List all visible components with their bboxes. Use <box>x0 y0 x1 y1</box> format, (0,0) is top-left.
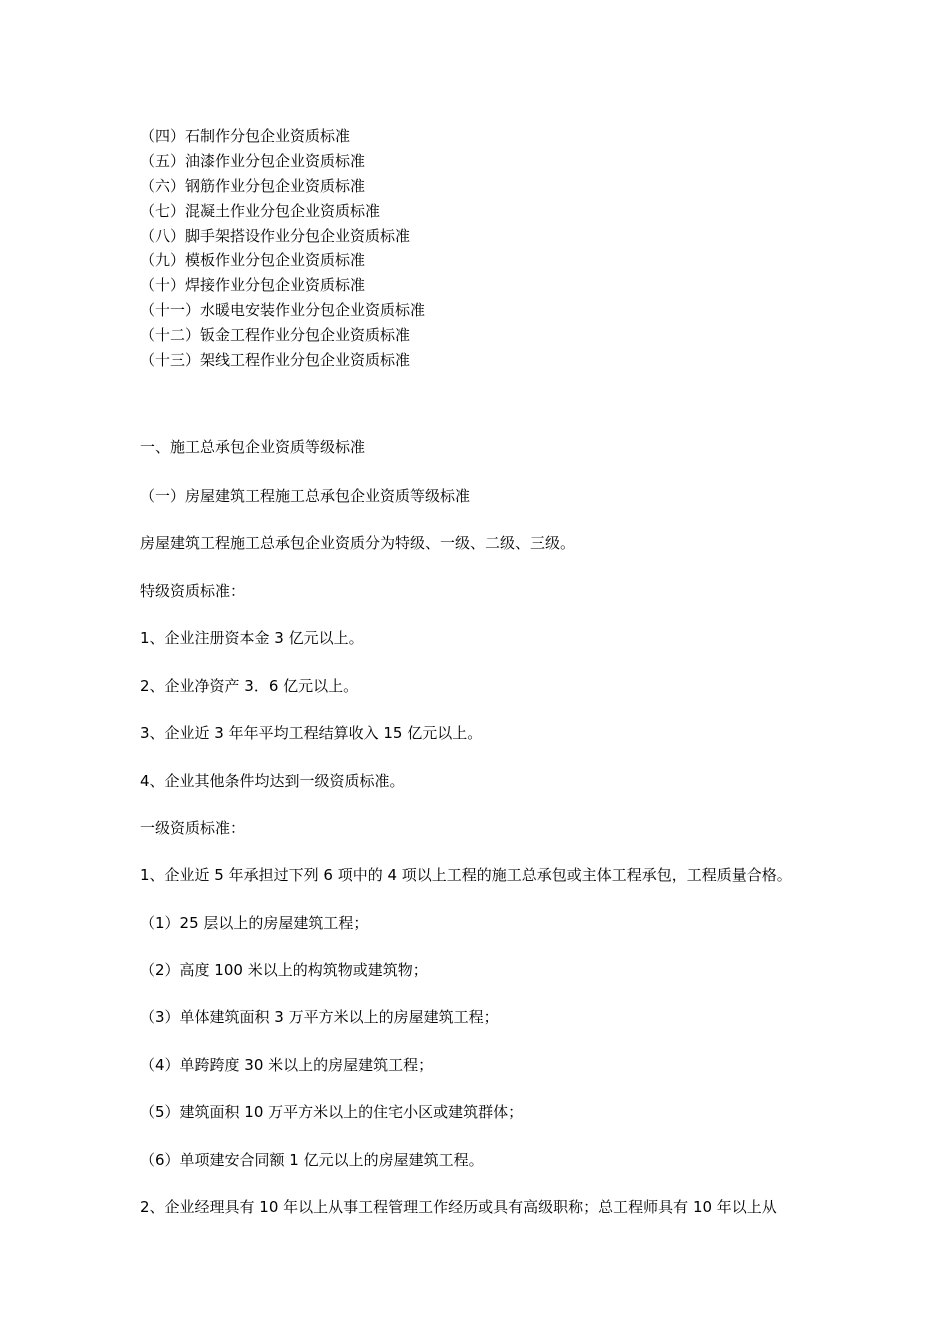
paragraph: （1）25 层以上的房屋建筑工程； <box>140 914 369 932</box>
paragraph: （4）单跨跨度 30 米以上的房屋建筑工程； <box>140 1056 434 1074</box>
toc-item: （四）石制作分包企业资质标准 <box>140 127 351 145</box>
paragraph: （2）高度 100 米以上的构筑物或建筑物； <box>140 961 428 979</box>
paragraph: 2、企业净资产 3．6 亿元以上。 <box>140 677 359 695</box>
subsection-heading: （一）房屋建筑工程施工总承包企业资质等级标准 <box>140 487 471 505</box>
paragraph: 一级资质标准： <box>140 819 246 837</box>
toc-item: （十三）架线工程作业分包企业资质标准 <box>140 351 411 370</box>
paragraph: 4、企业其他条件均达到一级资质标准。 <box>140 772 405 790</box>
toc-item: （十一）水暖电安装作业分包企业资质标准 <box>140 301 426 320</box>
toc-item: （十）焊接作业分包企业资质标准 <box>140 276 366 295</box>
paragraph: （5）建筑面积 10 万平方米以上的住宅小区或建筑群体； <box>140 1103 524 1121</box>
paragraph: 3、企业近 3 年年平均工程结算收入 15 亿元以上。 <box>140 724 483 742</box>
paragraph: 1、企业近 5 年承担过下列 6 项中的 4 项以上工程的施工总承包或主体工程承包，工程质量合格。 <box>140 866 792 884</box>
toc-item: （七）混凝土作业分包企业资质标准 <box>140 201 381 220</box>
section-heading: 一、施工总承包企业资质等级标准 <box>140 438 366 456</box>
toc-item: （十二）钣金工程作业分包企业资质标准 <box>140 326 411 345</box>
table-of-contents <box>140 124 860 373</box>
toc-item: （八）脚手架搭设作业分包企业资质标准 <box>140 226 411 245</box>
paragraph: 房屋建筑工程施工总承包企业资质分为特级、一级、二级、三级。 <box>140 534 576 552</box>
toc-item: （五）油漆作业分包企业资质标准 <box>140 151 366 170</box>
toc-item: （九）模板作业分包企业资质标准 <box>140 251 366 270</box>
paragraph: 2、企业经理具有 10 年以上从事工程管理工作经历或具有高级职称；总工程师具有 10 年以上从 <box>140 1198 777 1216</box>
toc-item: （六）钢筋作业分包企业资质标准 <box>140 176 366 195</box>
paragraph: （3）单体建筑面积 3 万平方米以上的房屋建筑工程； <box>140 1008 499 1026</box>
paragraph: （6）单项建安合同额 1 亿元以上的房屋建筑工程。 <box>140 1151 484 1169</box>
paragraph: 1、企业注册资本金 3 亿元以上。 <box>140 629 364 647</box>
paragraph: 特级资质标准： <box>140 582 246 600</box>
